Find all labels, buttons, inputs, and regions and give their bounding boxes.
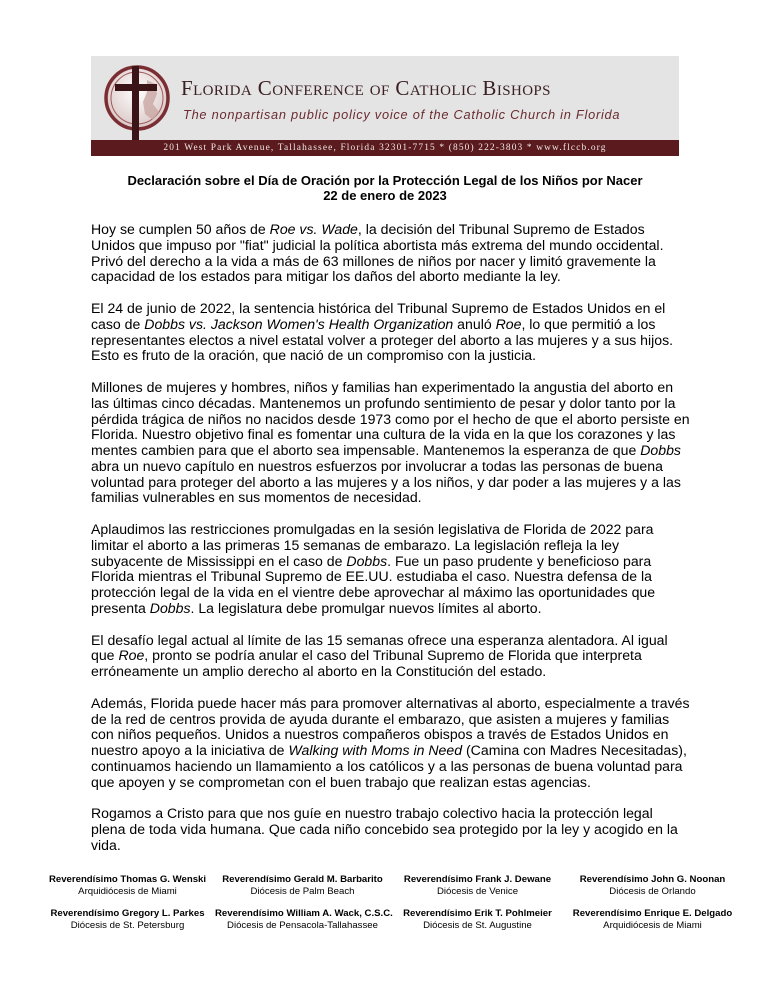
paragraph-text: , pronto se podría anular el caso del Tribunal Supremo de Florida que interpreta erróneamente un amplio derecho al aborto en la Constitución del estado. xyxy=(91,647,642,679)
paragraph-text: anuló xyxy=(453,315,496,332)
paragraph-text: Millones de mujeres y hombres, niños y familias han experimentado la angustia del aborto en las últimas cinco décadas. Mantenemos un profundo sentimiento de pesar y dolor tanto por la pérdida trágica de niños no nacidos desde 1973 como por el hecho de que el aborto persiste en Florida. Nuestro objetivo final es fomentar una cultura de la vida en la que los corazones y las mentes cambien para que el aborto sea impensable. Mantenemos la esperanza de que xyxy=(91,379,690,458)
italic-text: Roe vs. Wade xyxy=(269,221,358,237)
signer-name: Reverendísimo Enrique E. Delgado xyxy=(572,908,733,919)
title-date: 22 de enero de 2023 xyxy=(323,188,447,203)
statement-body xyxy=(91,222,691,870)
paragraph xyxy=(91,696,691,791)
title-line: Declaración sobre el Día de Oración por la Protección Legal de los Niños por Nacer xyxy=(127,173,643,188)
paragraph-text: . Fue un paso prudente y beneficioso para Florida mientras el Tribunal Supremo de EE.UU. estudiaba el caso. Nuestra defensa de la protección legal de la vida en el vientre debe aprovechar al máximo las oportunidades que presenta xyxy=(91,552,656,616)
address-bar: 201 West Park Avenue, Tallahassee, Florida 32301-7715 * (850) 222-3803 * www.flccb.org xyxy=(91,140,679,156)
signatories xyxy=(40,874,740,942)
paragraph xyxy=(91,522,691,617)
signer-name: Reverendísimo Frank J. Dewane xyxy=(403,874,552,885)
signer-name: Reverendísimo Thomas G. Wenski xyxy=(48,874,207,885)
signer-diocese: Arquidiócesis de Miami xyxy=(603,920,702,931)
signer xyxy=(390,908,565,942)
signer-row xyxy=(40,874,740,908)
paragraph-text: El desafío legal actual al límite de las 15 semanas ofrece una esperanza alentadora. Al igual que xyxy=(91,631,668,664)
signer xyxy=(565,908,740,942)
signer-diocese: Arquidiócesis de Miami xyxy=(78,886,177,897)
paragraph-text: , lo que permitió a los representantes electos a nivel estatal volver a proteger del aborto a las mujeres y a sus hijos. Esto es fruto de la oración, que nació de un compromiso con la justicia. xyxy=(91,315,674,364)
organization-tagline: The nonpartisan public policy voice of the Catholic Church in Florida xyxy=(183,107,621,122)
signer xyxy=(40,874,215,908)
paragraph-text: abra un nuevo capítulo en nuestros esfuerzos por involucrar a todas las personas de buena voluntad para proteger del aborto a las mujeres y a los niños, y dar poder a las mujeres y a las familias vulnerables en sus momentos de necesidad. xyxy=(91,457,681,506)
italic-text: Roe xyxy=(495,315,522,332)
letterhead xyxy=(91,56,679,156)
signer xyxy=(215,908,393,942)
cross-seal-icon xyxy=(103,60,171,140)
paragraph-text: , la decisión del Tribunal Supremo de Estados Unidos que impuso por "fiat" judicial la política abortista más extrema del mundo occidental. Privó del derecho a la vida a más de 63 millones de niños por nacer y limitó gravemente la capacidad de los estados para mitigar los daños del aborto mediante la ley. xyxy=(91,221,664,285)
paragraph-text: El 24 de junio de 2022, la sentencia histórica del Tribunal Supremo de Estados Unidos en el caso de xyxy=(91,300,666,332)
paragraph-text: Aplaudimos las restricciones promulgadas en la sesión legislativa de Florida de 2022 para limitar el aborto a las primeras 15 semanas de embarazo. La legislación refleja la ley subyacente de Mississippi en el caso de xyxy=(91,521,654,569)
document-title xyxy=(0,173,770,203)
paragraph-text: . La legislatura debe promulgar nuevos límites al aborto. xyxy=(190,599,542,616)
italic-text: Walking with Moms in Need xyxy=(288,742,463,758)
signer-diocese: Diócesis de St. Petersburg xyxy=(70,920,185,931)
signer-name: Reverendísimo Gregory L. Parkes xyxy=(50,908,205,919)
signer-name: Reverendísimo Gerald M. Barbarito xyxy=(222,874,383,885)
paragraph-text: Rogamos a Cristo para que nos guíe en nuestro trabajo colectivo hacia la protección legal plena de toda vida humana. Que cada niño concebido sea protegido por la ley y acogido en la vida. xyxy=(91,805,678,853)
paragraph xyxy=(91,633,691,680)
signer xyxy=(390,874,565,908)
signer-row xyxy=(40,908,740,942)
italic-text: Dobbs xyxy=(640,442,681,458)
letterhead-panel xyxy=(91,56,679,140)
paragraph-text: Además, Florida puede hacer más para promover alternativas al aborto, especialmente a través de la red de centros provida de ayuda durante el embarazo, que asisten a mujeres y familias con niños pequeños. Unidos a nuestros compañeros obispos a través de Estados Unidos en nuestro apoyo a la iniciativa de xyxy=(91,694,690,758)
signer-diocese: Diócesis de Palm Beach xyxy=(250,886,355,897)
paragraph xyxy=(91,301,691,364)
italic-text: Dobbs xyxy=(149,599,191,616)
italic-text: Roe xyxy=(118,647,145,664)
signer xyxy=(215,874,390,908)
signer-name: Reverendísimo William A. Wack, C.S.C. xyxy=(215,908,393,919)
paragraph xyxy=(91,806,691,853)
paragraph xyxy=(91,222,691,285)
signer-diocese: Diócesis de Orlando xyxy=(609,886,696,897)
signer-diocese: Diócesis de Venice xyxy=(436,886,519,897)
signer xyxy=(40,908,215,942)
organization-name: Florida Conference of Catholic Bishops xyxy=(181,76,551,100)
signer-name: Reverendísimo Erik T. Pohlmeier xyxy=(403,908,552,919)
signer xyxy=(565,874,740,908)
signer-name: Reverendísimo John G. Noonan xyxy=(579,874,726,885)
italic-text: Dobbs xyxy=(346,552,388,569)
italic-text: Dobbs vs. Jackson Women's Health Organization xyxy=(144,315,454,332)
signer-diocese: Diócesis de St. Augustine xyxy=(423,920,532,931)
signer-diocese: Diócesis de Pensacola-Tallahassee xyxy=(227,920,378,931)
paragraph xyxy=(91,380,691,506)
paragraph-text: Hoy se cumplen 50 años de xyxy=(91,221,270,237)
paragraph-text: (Camina con Madres Necesitadas), continuamos haciendo un llamamiento a los católicos y a las personas de buena voluntad para que apoyen y se comprometan con el buen trabajo que realizan estas agencias. xyxy=(91,742,687,790)
